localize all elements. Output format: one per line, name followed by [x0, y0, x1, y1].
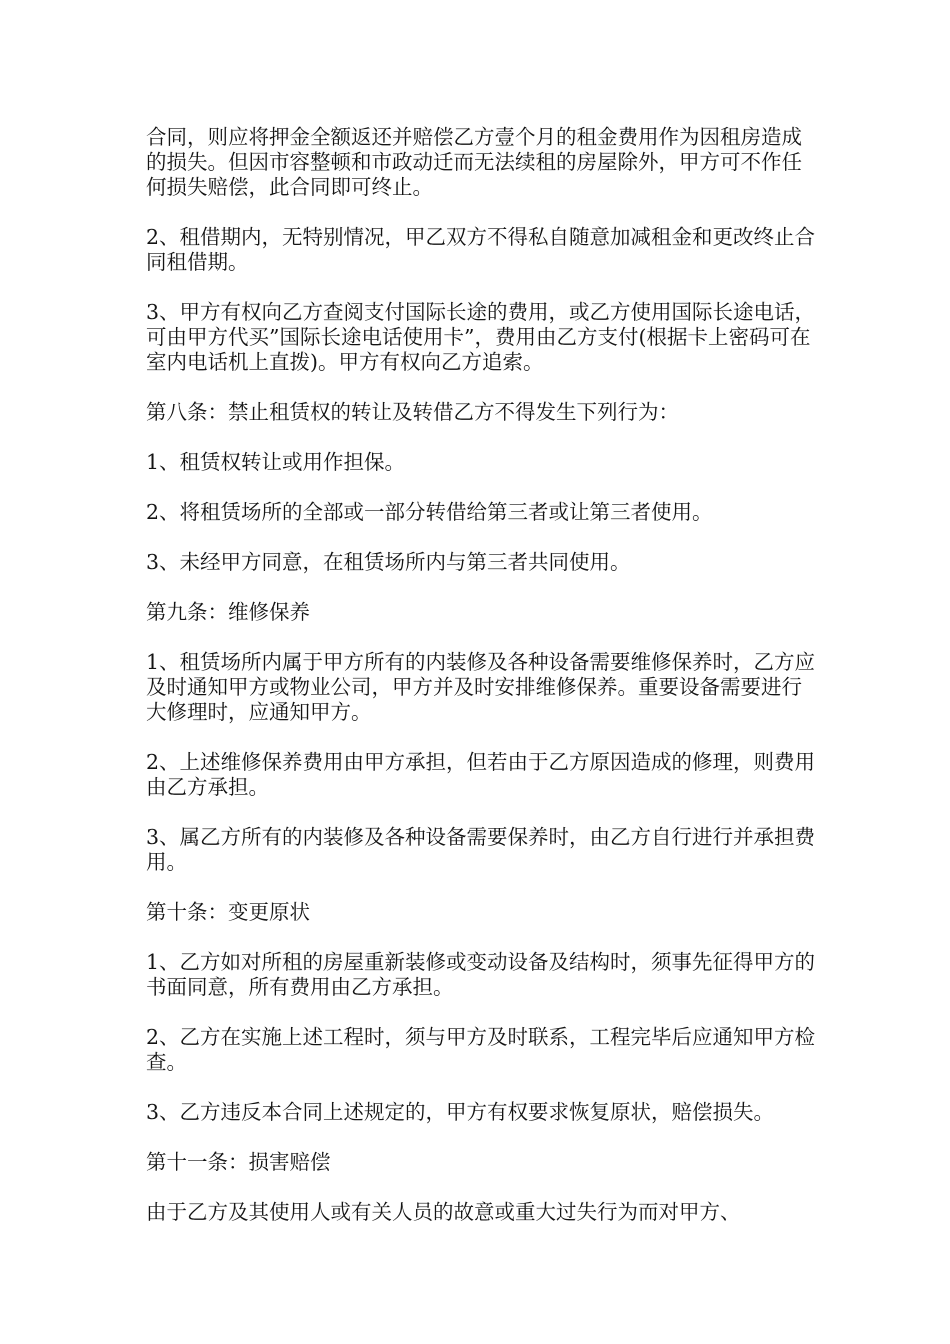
- paragraph: 3、乙方违反本合同上述规定的，甲方有权要求恢复原状，赔偿损失。: [146, 1100, 775, 1124]
- paragraph: 3、甲方有权向乙方查阅支付国际长途的费用，或乙方使用国际长途电话，可由甲方代买”国际长途电话使用卡”，费用由乙方支付(根据卡上密码可在室内电话机上直拨)。甲方有权向乙方追索。: [146, 300, 816, 374]
- section-heading: 第八条：禁止租赁权的转让及转借乙方不得发生下列行为：: [146, 400, 679, 424]
- paragraph: 3、未经甲方同意，在租赁场所内与第三者共同使用。: [146, 550, 631, 574]
- paragraph: 2、租借期内，无特别情况，甲乙双方不得私自随意加减租金和更改终止合同租借期。: [146, 225, 816, 274]
- paragraph: 1、租赁场所内属于甲方所有的内装修及各种设备需要维修保养时，乙方应及时通知甲方或物业公司，甲方并及时安排维修保养。重要设备需要进行大修理时，应通知甲方。: [146, 650, 816, 724]
- paragraph: 1、乙方如对所租的房屋重新装修或变动设备及结构时，须事先征得甲方的书面同意，所有费用由乙方承担。: [146, 950, 816, 999]
- section-heading: 第十条：变更原状: [146, 900, 310, 924]
- paragraph: 2、将租赁场所的全部或一部分转借给第三者或让第三者使用。: [146, 500, 713, 524]
- paragraph: 2、上述维修保养费用由甲方承担，但若由于乙方原因造成的修理，则费用由乙方承担。: [146, 750, 816, 799]
- paragraph: 2、乙方在实施上述工程时，须与甲方及时联系，工程完毕后应通知甲方检查。: [146, 1025, 816, 1074]
- section-heading: 第十一条：损害赔偿: [146, 1150, 331, 1174]
- paragraph: 1、租赁权转让或用作担保。: [146, 450, 406, 474]
- document-body: [146, 125, 818, 1225]
- section-heading: 第九条：维修保养: [146, 600, 310, 624]
- paragraph: 合同，则应将押金全额返还并赔偿乙方壹个月的租金费用作为因租房造成的损失。但因市容整顿和市政动迁而无法续租的房屋除外，甲方可不作任何损失赔偿，此合同即可终止。: [146, 125, 802, 199]
- paragraph: 3、属乙方所有的内装修及各种设备需要保养时，由乙方自行进行并承担费用。: [146, 825, 816, 874]
- paragraph: 由于乙方及其使用人或有关人员的故意或重大过失行为而对甲方、: [146, 1200, 741, 1224]
